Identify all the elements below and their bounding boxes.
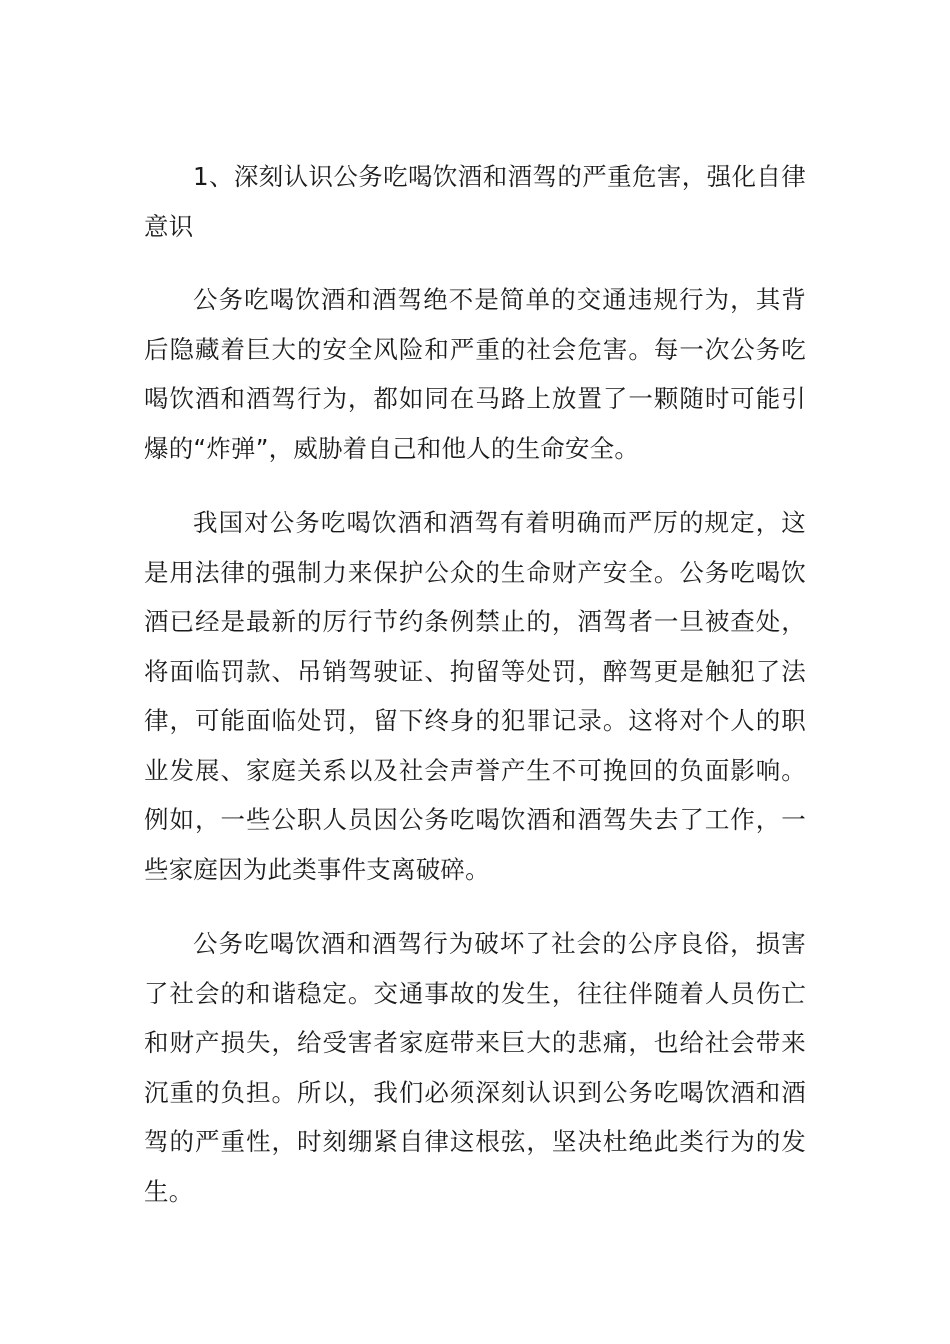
paragraph-2: 我国对公务吃喝饮酒和酒驾有着明确而严厉的规定，这是用法律的强制力来保护公众的生命财产安全。公务吃喝饮酒已经是最新的厉行节约条例禁止的，酒驾者一旦被查处，将面临罚款、吊销驾驶证、拘留等处罚，醉驾更是触犯了法律，可能面临处罚，留下终身的犯罪记录。这将对个人的职业发展、家庭关系以及社会声誉产生不可挽回的负面影响。例如，一些公职人员因公务吃喝饮酒和酒驾失去了工作，一些家庭因为此类事件支离破碎。 [144, 508, 806, 884]
paragraph-1: 公务吃喝饮酒和酒驾绝不是简单的交通违规行为，其背后隐藏着巨大的安全风险和严重的社会危害。每一次公务吃喝饮酒和酒驾行为，都如同在马路上放置了一颗随时可能引爆的“炸弹”，威胁着自己和他人的生命安全。 [144, 285, 806, 463]
document-body [144, 152, 806, 1241]
section-heading: 1、深刻认识公务吃喝饮酒和酒驾的严重危害，强化自律意识 [144, 162, 806, 241]
paragraph-3: 公务吃喝饮酒和酒驾行为破坏了社会的公序良俗，损害了社会的和谐稳定。交通事故的发生，往往伴随着人员伤亡和财产损失，给受害者家庭带来巨大的悲痛，也给社会带来沉重的负担。所以，我们必须深刻认识到公务吃喝饮酒和酒驾的严重性，时刻绷紧自律这根弦，坚决杜绝此类行为的发生。 [144, 929, 806, 1206]
